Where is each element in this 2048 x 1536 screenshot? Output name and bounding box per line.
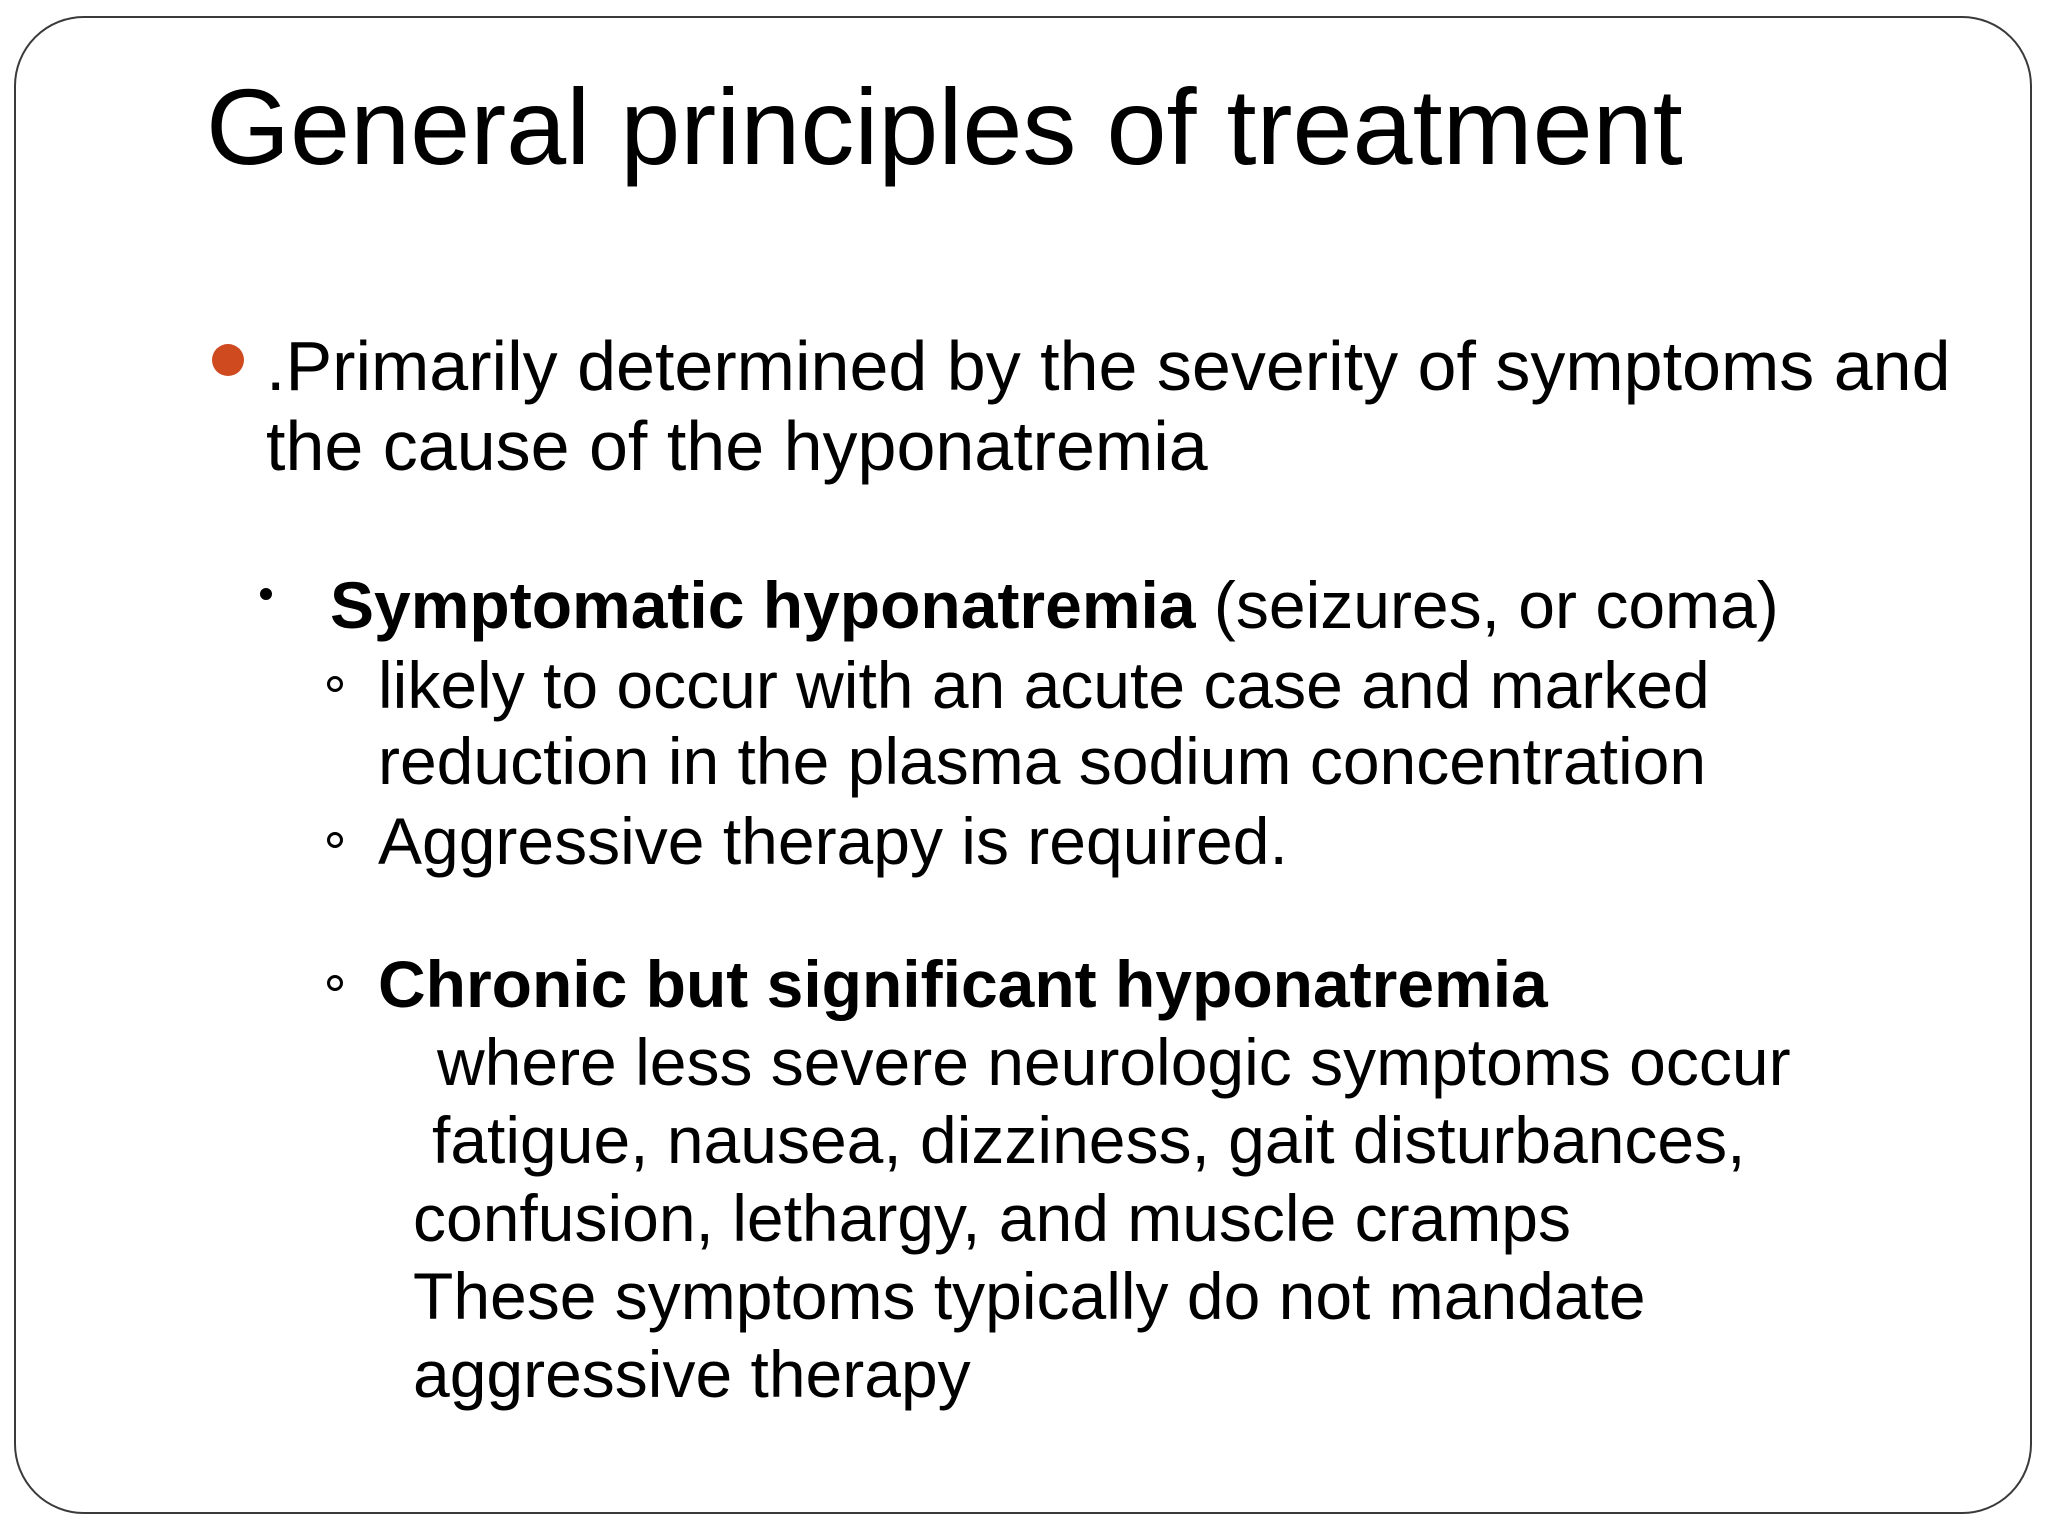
chronic-line-4: These symptoms typically do not mandate: [413, 1259, 1646, 1333]
symptomatic-sub1-line-2: reduction in the plasma sodium concentration: [378, 724, 1707, 798]
symptomatic-sub2: Aggressive therapy is required.: [378, 804, 1288, 878]
ring-bullet-icon: [327, 676, 343, 692]
slide-title: General principles of treatment: [206, 66, 1683, 187]
chronic-line-3: confusion, lethargy, and muscle cramps: [413, 1181, 1571, 1255]
chronic-line-1: where less severe neurologic symptoms occur: [437, 1025, 1791, 1099]
bullet-primary-line-2: the cause of the hyponatremia: [266, 407, 1208, 485]
symptomatic-sub1: [378, 647, 1710, 799]
bullet-primary-text: [266, 326, 2006, 486]
symptomatic-sub1-line-1: likely to occur with an acute case and marked: [378, 648, 1710, 722]
chronic-heading: Chronic but significant hyponatremia: [378, 947, 1548, 1021]
ring-bullet-icon: [327, 832, 343, 848]
ring-bullet-icon: [327, 975, 343, 991]
chronic-line-5: aggressive therapy: [413, 1337, 971, 1411]
chronic-line-2: fatigue, nausea, dizziness, gait disturbances,: [432, 1103, 1746, 1177]
small-bullet-icon: [260, 588, 272, 600]
symptomatic-heading-rest: (seizures, or coma): [1195, 568, 1779, 642]
symptomatic-heading: [330, 565, 1779, 645]
bullet-dot-icon: [212, 344, 244, 376]
symptomatic-heading-bold: Symptomatic hyponatremia: [330, 568, 1196, 642]
bullet-primary-line-1: .Primarily determined by the severity of symptoms and: [266, 327, 1951, 405]
